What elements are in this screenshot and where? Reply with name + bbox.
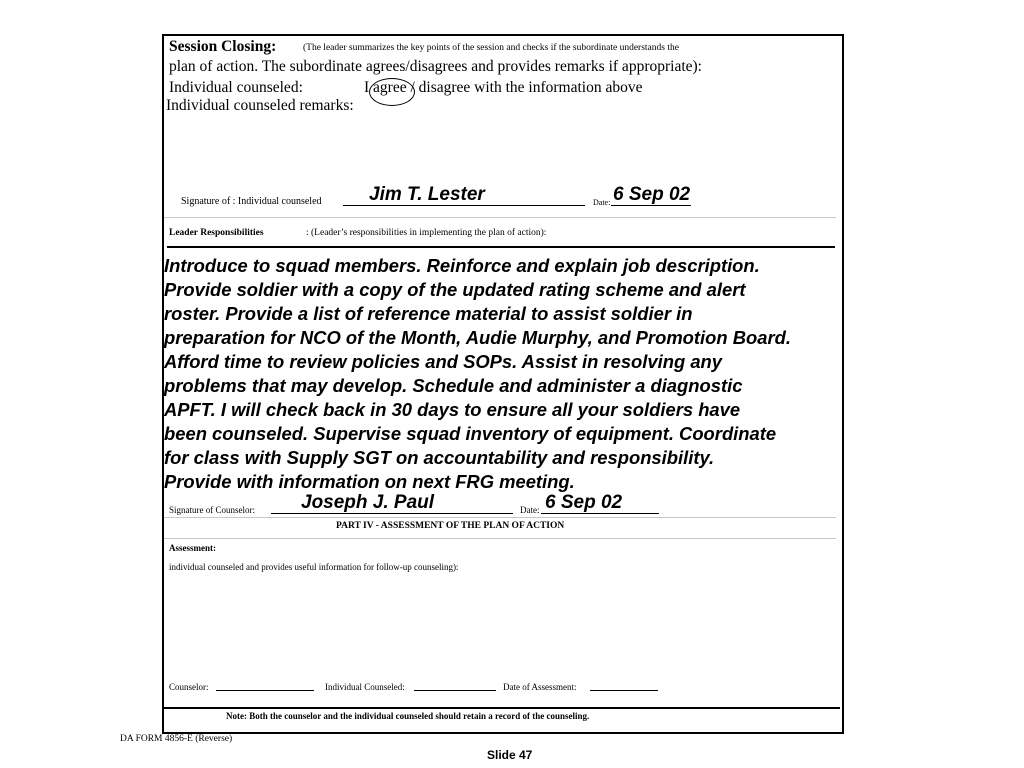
session-closing-heading: Session Closing:: [169, 38, 277, 55]
leader-responsibilities-text: [164, 254, 844, 494]
counselor-date-label: Date:: [520, 505, 540, 515]
counselor-signature-value: Joseph J. Paul: [301, 492, 435, 513]
text-line: Provide soldier with a copy of the updated rating scheme and alert: [164, 279, 746, 300]
part-iv-title: PART IV - ASSESSMENT OF THE PLAN OF ACTION: [336, 521, 565, 531]
individual-signature-value: Jim T. Lester: [369, 184, 485, 205]
assessment-individual-label: Individual Counseled:: [325, 682, 405, 692]
text-line: APFT. I will check back in 30 days to ensure all your soldiers have: [164, 399, 741, 420]
text-line: preparation for NCO of the Month, Audie Murphy, and Promotion Board.: [164, 327, 791, 348]
individual-signature-label: Signature of : Individual counseled: [181, 196, 322, 207]
assessment-date-label: Date of Assessment:: [503, 682, 577, 692]
slide-number: Slide 47: [487, 748, 533, 762]
remarks-label: Individual counseled remarks:: [166, 97, 354, 114]
divider: [164, 517, 836, 518]
text-line: Introduce to squad members. Reinforce and explain job description.: [164, 255, 760, 276]
text-line: Afford time to review policies and SOPs. Assist in resolving any: [164, 351, 723, 372]
individual-counseled-label: Individual counseled:: [169, 79, 303, 96]
retain-record-note: Note: Both the counselor and the individual counseled should retain a record of the counseling.: [226, 711, 590, 721]
text-line: roster. Provide a list of reference material to assist soldier in: [164, 303, 693, 324]
form-identifier: DA FORM 4856-E (Reverse): [120, 734, 233, 744]
divider: [164, 217, 836, 218]
text-line: for class with Supply SGT on accountability and responsibility.: [164, 447, 715, 468]
session-closing-line2: plan of action. The subordinate agrees/disagrees and provides remarks if appropriate):: [169, 58, 702, 75]
text-line: Provide with information on next FRG meeting.: [164, 471, 575, 492]
assessment-date-line: [590, 680, 658, 691]
text-line: problems that may develop. Schedule and administer a diagnostic: [164, 375, 743, 396]
counselor-date-value: 6 Sep 02: [545, 492, 623, 513]
assessment-label: Assessment:: [169, 543, 216, 553]
individual-date-value: 6 Sep 02: [613, 184, 691, 205]
divider: [164, 538, 836, 539]
agree-circle-mark: [369, 78, 415, 106]
assessment-individual-line: [414, 680, 496, 691]
assessment-counselor-label: Counselor:: [169, 682, 209, 692]
leader-responsibilities-note: : (Leader’s responsibilities in implementing the plan of action):: [306, 228, 547, 238]
divider: [164, 707, 840, 709]
session-closing-note: (The leader summarizes the key points of the session and checks if the subordinate understands the: [303, 43, 679, 53]
text-line: been counseled. Supervise squad inventory of equipment. Coordinate: [164, 423, 777, 444]
leader-responsibilities-heading: Leader Responsibilities: [169, 228, 264, 238]
divider: [167, 246, 835, 248]
agree-disagree-text: I agree / disagree with the information above: [364, 79, 643, 96]
assessment-note: individual counseled and provides useful information for follow-up counseling):: [169, 562, 459, 572]
individual-date-label: Date:: [593, 198, 611, 207]
counselor-signature-label: Signature of Counselor:: [169, 505, 255, 515]
assessment-counselor-line: [216, 680, 314, 691]
